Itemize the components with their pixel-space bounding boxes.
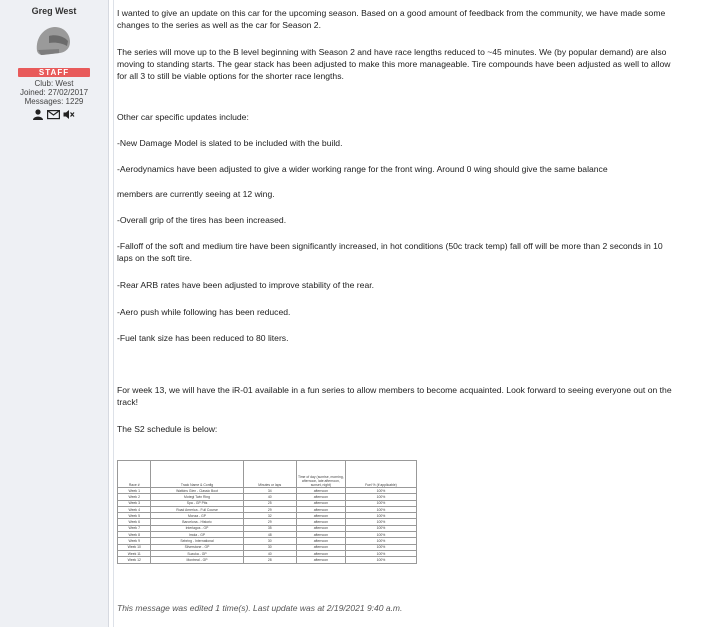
schedule-cell: Week 1 (118, 488, 151, 494)
schedule-cell: Sebring - International (151, 538, 243, 544)
schedule-cell: 32 (243, 513, 296, 519)
schedule-cell: 100% (345, 488, 416, 494)
paragraph-series-changes: The series will move up to the B level beginning with Season 2 and have race lengths reduced to ~45 minutes. We (by popular demand) are also moving to standing starts. The gear stack has been adjusted to make this more manageable. Tire compounds have been adjusted as well to allow for all 3 to still be viable options for the shorter race lengths. (117, 47, 671, 81)
schedule-cell: 29 (243, 519, 296, 525)
schedule-cell: Montreal - GP (151, 557, 243, 563)
schedule-cell: Week 7 (118, 525, 151, 531)
schedule-cell: 35 (243, 525, 296, 531)
paragraph-schedule-heading: The S2 schedule is below: (117, 424, 218, 434)
paragraph-aerodynamics: -Aerodynamics have been adjusted to give a wider working range for the front wing. Around 0 wing should give the same balance (117, 164, 608, 174)
schedule-cell: afternoon (296, 488, 345, 494)
profile-icon[interactable] (32, 107, 44, 119)
schedule-cell: 100% (345, 500, 416, 506)
mute-icon[interactable] (63, 107, 75, 119)
schedule-cell: 100% (345, 557, 416, 563)
schedule-cell: Road America - Full Course (151, 506, 243, 512)
paragraph-week-13: For week 13, we will have the iR-01 available in a fun series to allow members to become acquainted. Look forward to seeing everyone out on the track! (117, 385, 672, 407)
schedule-cell: afternoon (296, 513, 345, 519)
author-joined: Joined: 27/02/2017 (19, 88, 89, 97)
author-club: Club: West (34, 79, 74, 88)
schedule-cell: afternoon (296, 500, 345, 506)
schedule-header-fuel: Fuel % (if applicable) (345, 461, 416, 488)
schedule-cell: afternoon (296, 532, 345, 538)
schedule-cell: Week 6 (118, 519, 151, 525)
schedule-row (118, 557, 417, 563)
author-panel (0, 0, 109, 627)
schedule-cell: Spa - GP Pits (151, 500, 243, 506)
schedule-cell: Watkins Glen - Classic Boot (151, 488, 243, 494)
schedule-header-race: Race # (118, 461, 151, 488)
schedule-cell: afternoon (296, 506, 345, 512)
schedule-cell: 40 (243, 494, 296, 500)
paragraph-updates-heading: Other car specific updates include: (117, 112, 249, 122)
edited-note: This message was edited 1 time(s). Last update was at 2/19/2021 9:40 a.m. (117, 603, 403, 613)
schedule-cell: Week 4 (118, 506, 151, 512)
schedule-cell: 100% (345, 506, 416, 512)
schedule-cell: Week 11 (118, 550, 151, 556)
schedule-cell: 25 (243, 500, 296, 506)
schedule-header-track: Track Name & Config (151, 461, 243, 488)
schedule-cell: afternoon (296, 550, 345, 556)
schedule-cell: 100% (345, 544, 416, 550)
paragraph-aerodynamics-cont: members are currently seeing at 12 wing. (117, 189, 275, 199)
schedule-cell: 48 (243, 532, 296, 538)
schedule-cell: Week 9 (118, 538, 151, 544)
schedule-cell: afternoon (296, 557, 345, 563)
schedule-cell: afternoon (296, 525, 345, 531)
schedule-cell: Week 8 (118, 532, 151, 538)
author-actions (32, 107, 76, 119)
schedule-cell: Suzuka - GP (151, 550, 243, 556)
schedule-cell: afternoon (296, 494, 345, 500)
schedule-cell: 100% (345, 513, 416, 519)
schedule-header-length: Minutes or laps (243, 461, 296, 488)
schedule-cell: 34 (243, 488, 296, 494)
schedule-cell: afternoon (296, 519, 345, 525)
helmet-avatar-icon[interactable] (33, 25, 71, 59)
staff-badge: STAFF (18, 68, 90, 77)
schedule-cell: Motegi Twin Ring (151, 494, 243, 500)
schedule-cell: 30 (243, 544, 296, 550)
schedule-cell: 100% (345, 538, 416, 544)
message-icon[interactable] (47, 107, 60, 119)
schedule-cell: Week 10 (118, 544, 151, 550)
schedule-cell: Week 5 (118, 513, 151, 519)
schedule-cell: 28 (243, 557, 296, 563)
schedule-cell: 29 (243, 506, 296, 512)
schedule-cell: 40 (243, 550, 296, 556)
schedule-cell: 100% (345, 525, 416, 531)
schedule-cell: Silverstone - GP (151, 544, 243, 550)
schedule-cell: afternoon (296, 544, 345, 550)
schedule-cell: 100% (345, 550, 416, 556)
paragraph-grip: -Overall grip of the tires has been increased. (117, 215, 287, 225)
paragraph-fuel-tank: -Fuel tank size has been reduced to 80 liters. (117, 333, 289, 343)
schedule-cell: 30 (243, 538, 296, 544)
paragraph-damage-model: -New Damage Model is slated to be included with the build. (117, 138, 343, 148)
schedule-cell: Week 2 (118, 494, 151, 500)
schedule-cell: afternoon (296, 538, 345, 544)
author-message-count: Messages: 1229 (24, 97, 84, 106)
schedule-cell: Interlagos - GP (151, 525, 243, 531)
paragraph-aero-push: -Aero push while following has been reduced. (117, 307, 291, 317)
schedule-cell: Week 3 (118, 500, 151, 506)
paragraph-falloff: -Falloff of the soft and medium tire have been significantly increased, in hot conditions (50c track temp) fall off will be more than 2 seconds in 10 laps on the soft tire. (117, 241, 663, 263)
schedule-image (117, 460, 417, 596)
author-name[interactable]: Greg West (31, 6, 77, 16)
schedule-header-time-of-day: Time of day (sunrise, morning, afternoon, late afternoon, sunset, night) (296, 461, 345, 488)
schedule-cell: 100% (345, 519, 416, 525)
schedule-table (117, 460, 417, 564)
paragraph-rear-arb: -Rear ARB rates have been adjusted to improve stability of the rear. (117, 280, 374, 290)
schedule-cell: Week 12 (118, 557, 151, 563)
paragraph-intro: I wanted to give an update on this car for the upcoming season. Based on a good amount of feedback from the community, we have made some changes to the series as well as the car for Season 2. (117, 8, 666, 30)
schedule-cell: 100% (345, 532, 416, 538)
schedule-cell: Imola - GP (151, 532, 243, 538)
schedule-cell: Barcelona - Historic (151, 519, 243, 525)
schedule-cell: 100% (345, 494, 416, 500)
schedule-cell: Monza - GP (151, 513, 243, 519)
